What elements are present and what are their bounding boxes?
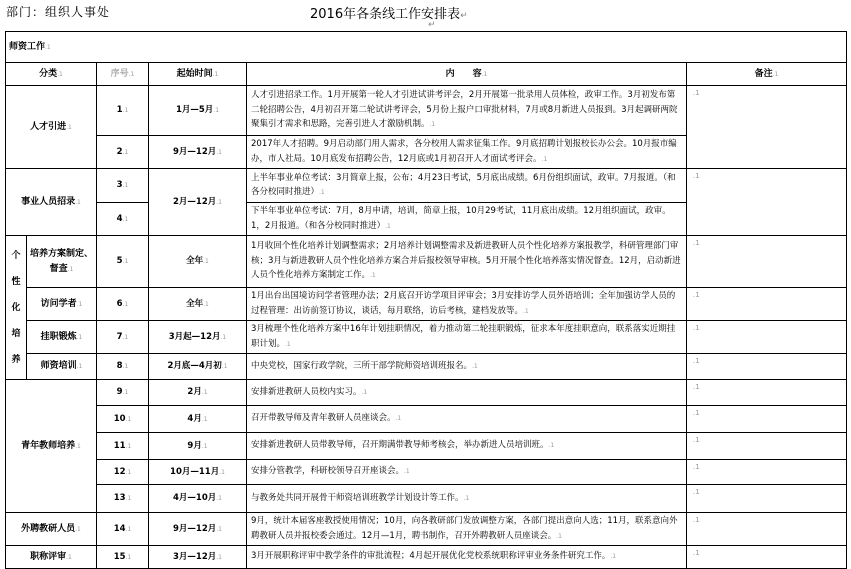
document-title [310, 3, 468, 22]
cell-end-mark: .1 [122, 182, 129, 189]
time-cell-text: 2月—12月 [173, 196, 217, 207]
content-cell-text: 安排分管教学，科研校领导召开座谈会。 [251, 466, 405, 477]
category-cell [6, 513, 97, 546]
content-cell-text: 3月开展职称评审中教学条件的审批流程；4月起开展优化党校系统职称评审业务条件研究工作。 [251, 551, 611, 562]
time-cell [149, 433, 247, 460]
content-cell-text: 人才引进招录工作。1月开展第一轮人才引进试讲考评会，2月开展第一批录用人员体检，政审工作。3月初发布第二轮招聘公告，4月初召开第二轮试讲考评会，5月份上报户口审批材料，7月或8月新进人员报到。3月起调研两院聚集引才需求和思路，完善引进人才激励机制。 [251, 90, 678, 130]
cell-end-mark: .1 [221, 363, 228, 370]
seq-cell [97, 288, 149, 321]
time-cell [149, 288, 247, 321]
cell-end-mark: .1 [125, 553, 132, 561]
content-cell [247, 460, 687, 485]
category-cell-text: 培养方案制定、督查 [30, 248, 94, 274]
content-cell [247, 288, 687, 321]
category-cell [27, 236, 97, 288]
seq-cell-text: 9 [116, 387, 123, 397]
cell-end-mark: .1 [463, 494, 470, 502]
cell-end-mark: .1 [319, 189, 325, 196]
cell-end-mark: .1 [216, 495, 222, 502]
content-cell [247, 433, 687, 460]
seq-cell [97, 380, 149, 406]
content-cell [247, 513, 687, 546]
cell-end-mark: .1 [216, 553, 222, 561]
seq-cell [97, 546, 149, 569]
group-cell [6, 236, 27, 380]
cell-end-mark: .1 [693, 463, 700, 471]
content-cell-text: 1月收回个性化培养计划调整需求；2月培养计划调整需求及新进教研人员个性化培养方案报教学，科研管理部门审核；3月与新进教研人员个性化培养方案合并后报校领导审核。5月开展个性化培养落实情况督查。12月，启动新进人员个性化培养方案制定工作。 [251, 241, 681, 281]
cell-end-mark: .1 [66, 553, 72, 561]
table-row [6, 513, 847, 546]
content-cell [247, 485, 687, 513]
table-row [6, 460, 847, 485]
content-cell-text: 1月出台出国境访问学者管理办法；2月底召开访学项目评审会；3月安排访学人员外语培训；全年加强访学人员的过程管理：出访前签订协议，谈话，每月联络，访后考核，建档发放等。 [251, 291, 676, 316]
time-cell [149, 169, 247, 236]
cell-end-mark: .1 [213, 107, 220, 114]
content-cell [247, 203, 687, 236]
cell-end-mark: .1 [75, 442, 81, 450]
seq-cell [97, 236, 149, 288]
group-char: 化 [11, 302, 21, 313]
notes-cell[interactable] [687, 433, 847, 460]
cell-end-mark: .1 [385, 222, 391, 230]
section-row [6, 32, 847, 63]
content-cell [247, 136, 687, 169]
time-cell [149, 354, 247, 380]
content-cell-text: 下半年事业单位考试：7月，8月申请，培训，简章上报，10月29考试，11月底出成绩。12月组织面试，政审。1，2月报道。（和各分校同时推进） [251, 206, 671, 231]
table-row [6, 406, 847, 433]
seq-cell-text: 2 [116, 146, 123, 157]
cell-end-mark: .1 [122, 333, 129, 341]
cell-end-mark: .1 [219, 468, 225, 476]
table-row [6, 288, 847, 321]
cell-end-mark: .1 [556, 532, 562, 540]
content-cell [247, 169, 687, 203]
cell-end-mark: .1 [125, 525, 132, 533]
cell-end-mark: .1 [693, 324, 700, 332]
category-cell [6, 86, 97, 169]
category-cell-text: 访问学者 [40, 298, 77, 309]
content-cell-text: 3月梳理个性化培养方案中16年计划挂职情况，着力推动第二轮挂职锻炼，征求本年度挂职意向，联系落实近期挂职计划。 [251, 324, 676, 349]
notes-cell[interactable] [687, 406, 847, 433]
category-cell-text: 挂职锻炼 [40, 331, 77, 342]
cell-end-mark: .1 [75, 525, 81, 533]
time-cell [149, 406, 247, 433]
cell-end-mark: .1 [76, 300, 83, 308]
cell-end-mark: .1 [429, 121, 436, 129]
cell-end-mark: .1 [693, 89, 700, 97]
seq-cell-text: 14 [113, 523, 126, 534]
content-cell [247, 380, 687, 406]
group-char: 个 [11, 250, 21, 261]
cell-end-mark: .1 [122, 107, 129, 114]
time-cell-text: 10月—11月 [170, 466, 220, 477]
table-row [6, 321, 847, 354]
cell-end-mark: .1 [693, 549, 700, 557]
seq-cell [97, 136, 149, 169]
cell-end-mark: .1 [122, 215, 129, 223]
department-label: 部门：组织人事处 [6, 5, 111, 19]
content-cell-text: 安排新进教研人员带教导师，召开期满带教导师考核会，举办新进人员培训班。 [251, 440, 549, 451]
notes-cell[interactable] [687, 354, 847, 380]
seq-cell [97, 169, 149, 203]
header-row [6, 63, 847, 86]
seq-cell-text: 6 [116, 298, 123, 309]
seq-cell [97, 406, 149, 433]
category-cell [27, 321, 97, 354]
cell-end-mark: .1 [693, 239, 700, 247]
category-cell-text: 事业人员招录 [21, 196, 76, 207]
cell-end-mark: .1 [122, 389, 129, 396]
column-header-content: 内 容.1 [247, 63, 687, 86]
notes-cell[interactable] [687, 236, 847, 288]
cell-end-mark: .1 [693, 516, 700, 524]
time-cell-text: 9月 [187, 440, 202, 451]
cell-end-mark: .1 [67, 265, 74, 273]
category-cell-text: 人才引进 [30, 121, 67, 132]
cell-end-mark: .1 [201, 415, 208, 423]
seq-cell-text: 11 [113, 440, 126, 451]
return-mark: ↵ [428, 20, 436, 30]
seq-cell-text: 7 [116, 331, 123, 342]
column-header-notes: 备注.1 [687, 63, 847, 86]
content-cell-text: 安排新进教研人员校内实习。 [251, 386, 362, 397]
section-title: 师资工作.1 [6, 32, 847, 63]
time-cell-text: 9月—12月 [173, 523, 217, 534]
cell-end-mark: .1 [370, 272, 376, 280]
notes-cell[interactable] [687, 380, 847, 406]
category-cell-text: 师资培训 [40, 361, 77, 371]
seq-cell [97, 354, 149, 380]
time-cell-text: 全年 [186, 298, 204, 309]
time-cell [149, 136, 247, 169]
table-row [6, 86, 847, 136]
seq-cell [97, 485, 149, 513]
category-cell-text: 外聘教研人员 [21, 523, 76, 534]
content-cell [247, 406, 687, 433]
time-cell-text: 3月起—12月 [168, 331, 221, 342]
content-cell-text: 2017年人才招聘。9月启动部门用人需求，各分校用人需求征集工作。9月底招聘计划报校长办公会。10月报市编办，市人社局。10月底发布招聘公告，12月底或1月初召开人才面试考评会。 [251, 139, 677, 164]
time-cell-text: 4月—10月 [173, 493, 217, 503]
content-cell [247, 86, 687, 136]
cell-end-mark: .1 [122, 363, 129, 370]
table-row [6, 546, 847, 569]
column-header-category: 分类.1 [6, 63, 97, 86]
notes-cell[interactable] [687, 485, 847, 513]
cell-end-mark: .1 [201, 389, 208, 396]
category-cell-text: 青年教师培养 [21, 440, 76, 451]
seq-cell [97, 203, 149, 236]
content-cell [247, 236, 687, 288]
time-cell-text: 4月 [187, 413, 202, 424]
cell-end-mark: .1 [693, 383, 700, 391]
cell-end-mark: .1 [122, 258, 129, 265]
content-cell [247, 354, 687, 380]
cell-end-mark: .1 [76, 333, 83, 341]
table-row [6, 485, 847, 513]
table-row [6, 380, 847, 406]
group-char: 培 [11, 328, 21, 339]
seq-cell-text: 13 [113, 493, 126, 503]
seq-cell [97, 86, 149, 136]
cell-end-mark: .1 [472, 362, 478, 370]
return-mark: ↵ [460, 11, 468, 21]
table-row [6, 169, 847, 203]
category-cell [27, 288, 97, 321]
seq-cell-text: 4 [116, 213, 123, 224]
category-cell-text: 职称评审 [30, 551, 67, 562]
time-cell-text: 1月—5月 [175, 105, 214, 115]
category-cell [6, 380, 97, 513]
table-row [6, 354, 847, 380]
notes-cell[interactable] [687, 169, 847, 236]
time-cell [149, 460, 247, 485]
cell-end-mark: .1 [75, 198, 81, 206]
cell-end-mark: .1 [125, 468, 132, 476]
notes-cell[interactable] [687, 460, 847, 485]
cell-end-mark: .1 [203, 300, 209, 308]
category-cell [6, 169, 97, 236]
group-char: 性 [11, 276, 21, 287]
time-cell [149, 513, 247, 546]
time-cell [149, 86, 247, 136]
content-cell [247, 321, 687, 354]
cell-end-mark: .1 [395, 415, 402, 423]
work-schedule-table [5, 31, 847, 569]
seq-cell-text: 3 [116, 180, 123, 190]
seq-cell-text: 12 [113, 466, 126, 477]
cell-end-mark: .1 [523, 307, 529, 315]
table-row [6, 433, 847, 460]
seq-cell-text: 15 [113, 551, 126, 562]
cell-end-mark: .1 [693, 409, 700, 417]
cell-end-mark: .1 [216, 148, 222, 156]
category-cell [27, 354, 97, 380]
notes-cell[interactable] [687, 513, 847, 546]
content-cell-text: 9月，统计本届客座教授使用情况；10月，向各教研部门发放调整方案，各部门提出意向人选；11月，联系意向外聘教研人员并报校委会通过。12月—1月，聘书制作，召开外聘教研人员座谈会。 [251, 516, 678, 541]
time-cell [149, 236, 247, 288]
cell-end-mark: .1 [220, 333, 227, 341]
notes-cell[interactable] [687, 288, 847, 321]
cell-end-mark: .1 [541, 155, 548, 163]
cell-end-mark: .1 [361, 388, 368, 396]
seq-cell [97, 321, 149, 354]
cell-end-mark: .1 [122, 148, 129, 156]
cell-end-mark: .1 [693, 172, 700, 180]
notes-cell[interactable] [687, 321, 847, 354]
column-header-seq: 序号.1 [97, 63, 149, 86]
cell-end-mark: .1 [404, 468, 410, 476]
cell-end-mark: .1 [216, 198, 222, 206]
table-row [6, 236, 847, 288]
time-cell-text: 2月底—4月初 [167, 361, 222, 371]
cell-end-mark: .1 [122, 300, 129, 308]
cell-end-mark: .1 [125, 495, 132, 502]
cell-end-mark: .1 [285, 340, 291, 348]
document-title-text: 2016年各条线工作安排表 [310, 7, 461, 22]
category-cell [6, 546, 97, 569]
cell-end-mark: .1 [76, 363, 83, 370]
cell-end-mark: .1 [125, 415, 132, 423]
time-cell-text: 2月 [187, 387, 202, 397]
seq-cell-text: 1 [116, 105, 123, 115]
cell-end-mark: .1 [216, 525, 222, 533]
content-cell-text: 上半年事业单位考试：3月简章上报，公布；4月23日考试，5月底出成绩。6月份组织面试，政审。7月报道。（和各分校同时推进） [251, 172, 676, 197]
seq-cell [97, 460, 149, 485]
seq-cell-text: 10 [113, 413, 126, 424]
time-cell-text: 全年 [186, 256, 204, 266]
content-cell-text: 召开带教导师及青年教研人员座谈会。 [251, 413, 396, 424]
seq-cell [97, 433, 149, 460]
content-cell-text: 中央党校，国家行政学院，三所干部学院师资培训班报名。 [251, 360, 473, 371]
content-cell [247, 546, 687, 569]
time-cell [149, 485, 247, 513]
seq-cell-text: 5 [116, 256, 123, 266]
time-cell [149, 321, 247, 354]
cell-end-mark: .1 [201, 442, 208, 450]
cell-end-mark: .1 [693, 357, 700, 365]
notes-cell[interactable] [687, 86, 847, 169]
notes-cell[interactable] [687, 546, 847, 569]
cell-end-mark: .1 [693, 291, 700, 299]
cell-end-mark: .1 [610, 553, 617, 561]
cell-end-mark: .1 [66, 123, 72, 131]
cell-end-mark: .1 [548, 442, 555, 450]
seq-cell-text: 8 [116, 361, 123, 371]
content-cell-text: 与教务处共同开展骨干师资培训班教学计划设计等工作。 [251, 492, 464, 503]
cell-end-mark: .1 [125, 442, 132, 450]
seq-cell [97, 513, 149, 546]
time-cell [149, 380, 247, 406]
cell-end-mark: .1 [693, 488, 700, 496]
group-char: 养 [11, 354, 21, 365]
column-header-time: 起始时间.1 [149, 63, 247, 86]
time-cell [149, 546, 247, 569]
time-cell-text: 3月—12月 [173, 551, 217, 562]
cell-end-mark: .1 [693, 436, 700, 444]
cell-end-mark: .1 [203, 258, 209, 265]
time-cell-text: 9月—12月 [173, 146, 217, 157]
